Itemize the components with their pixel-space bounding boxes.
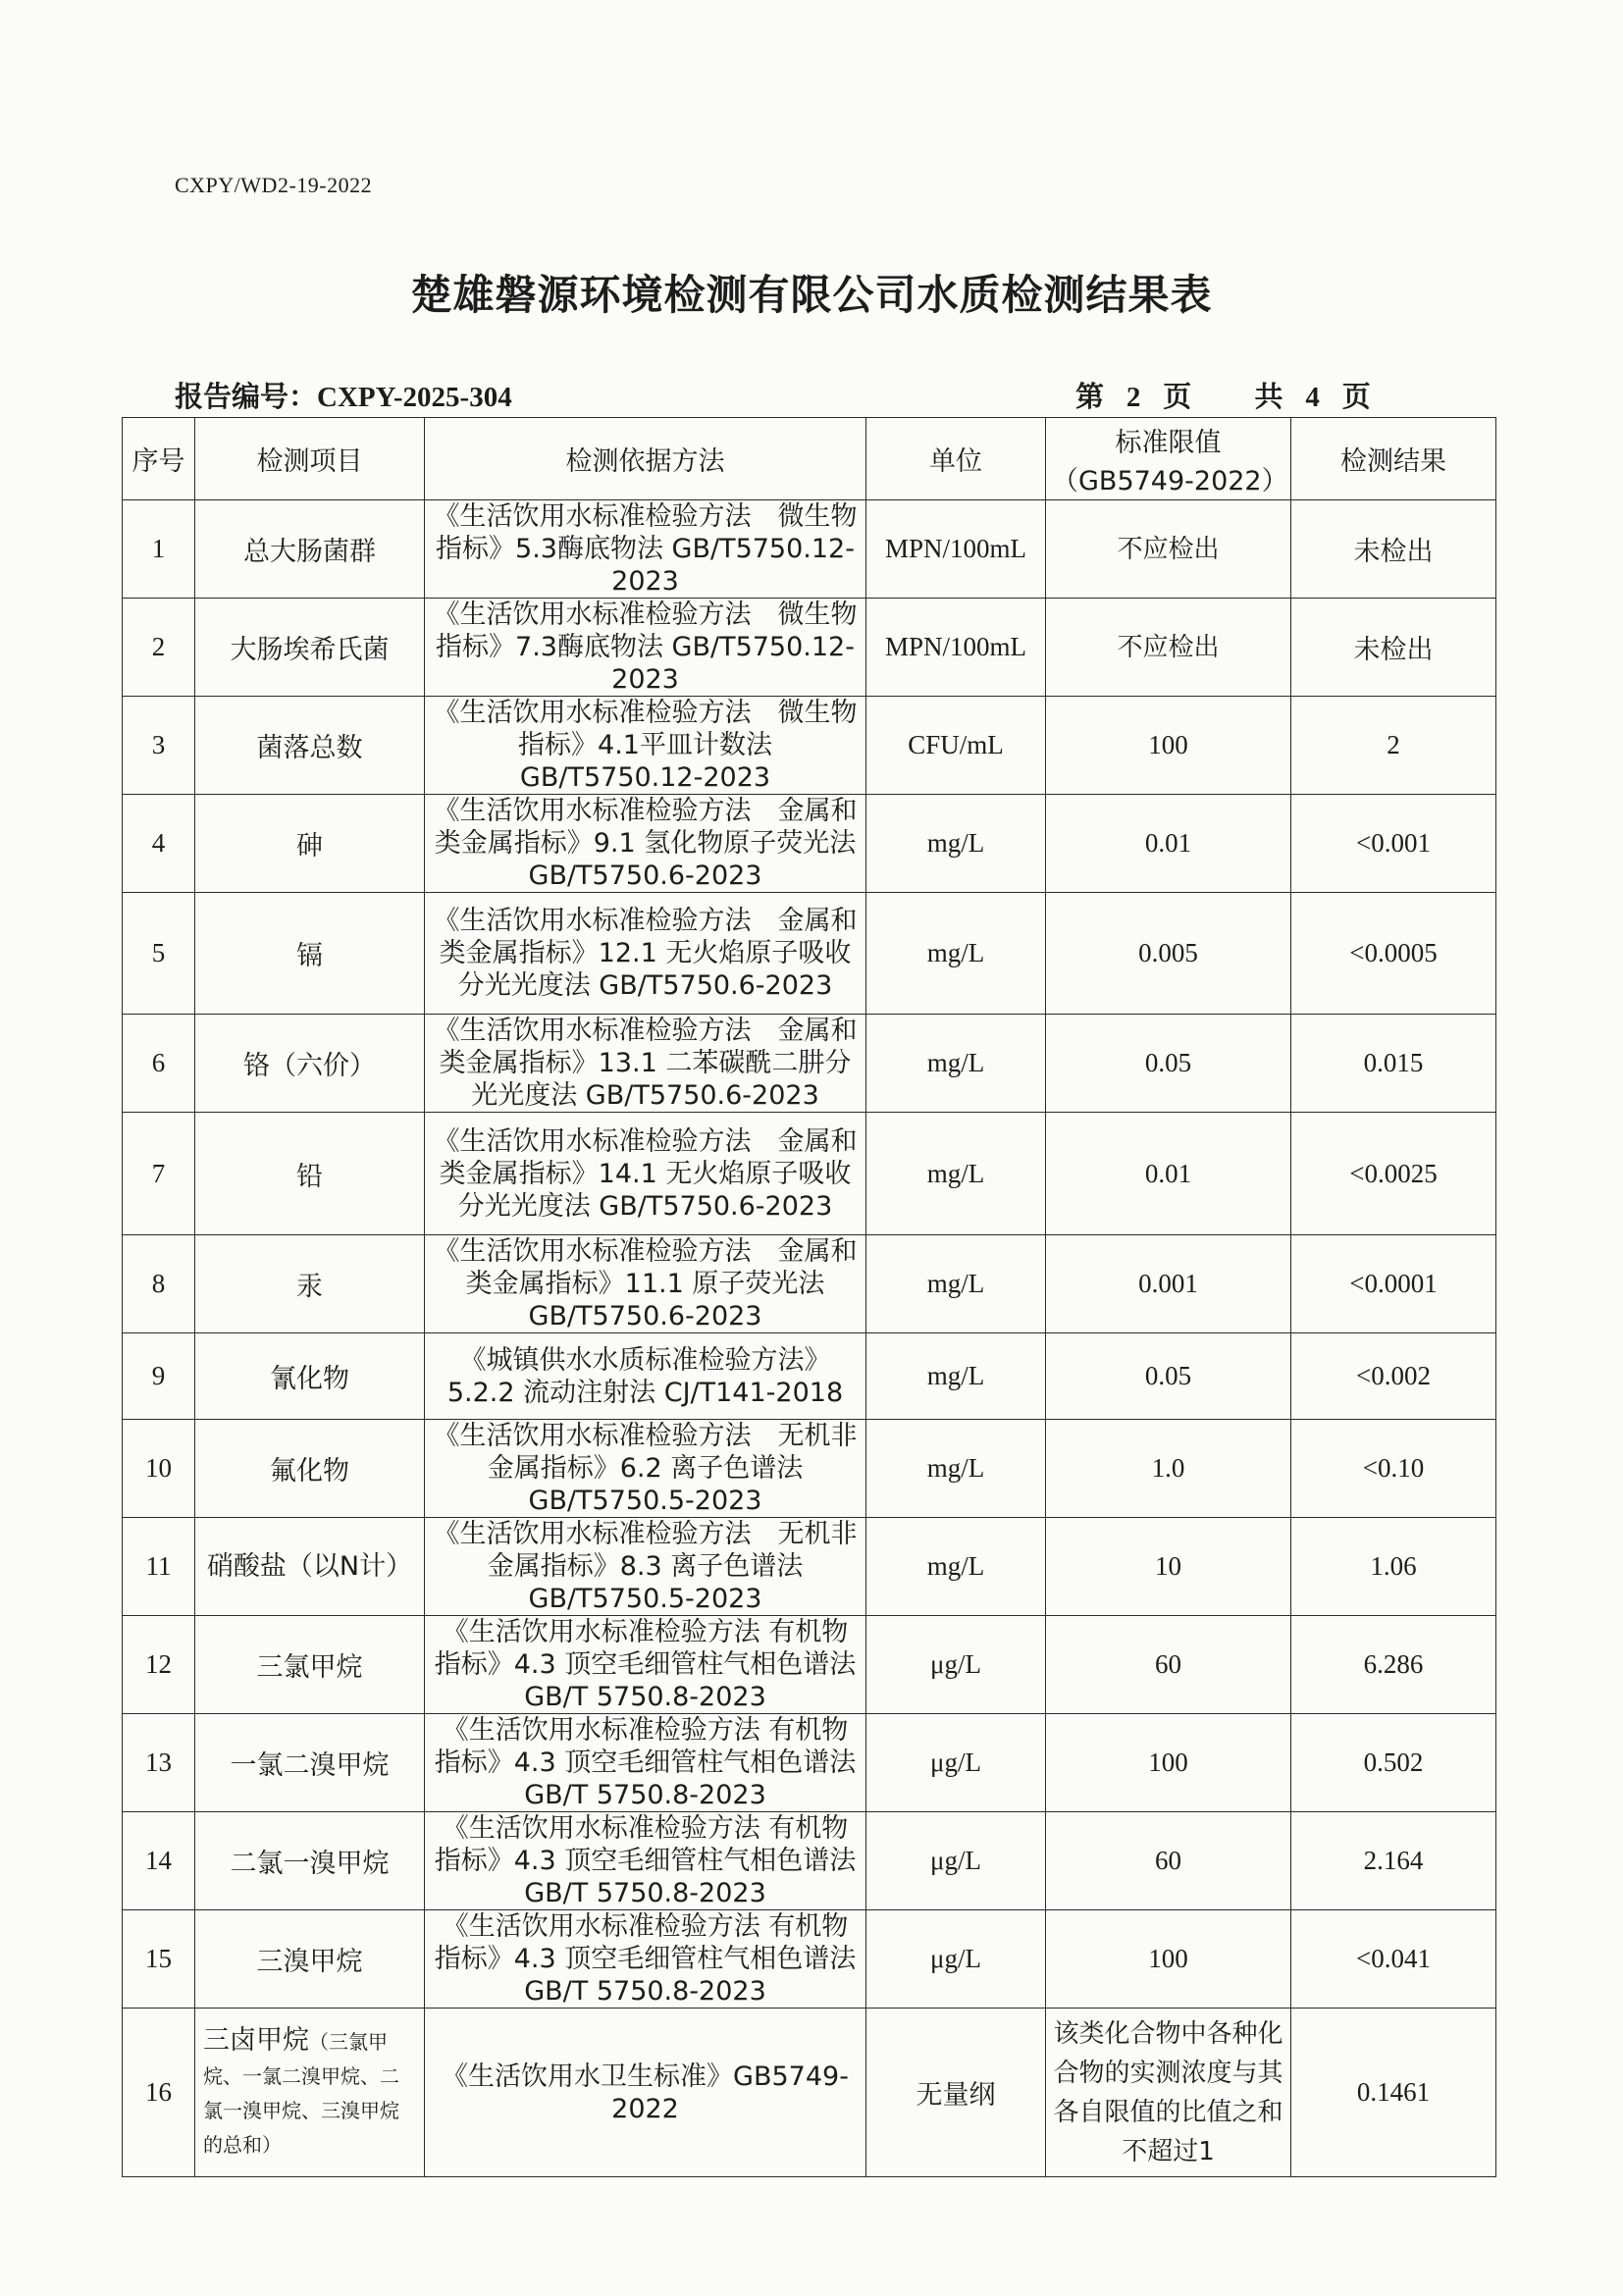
- row-result: 未检出: [1291, 599, 1496, 697]
- page-total: 4: [1305, 382, 1320, 413]
- header-method: 检测依据方法: [425, 418, 866, 500]
- row-result: 1.06: [1291, 1518, 1496, 1616]
- row-result: <0.001: [1291, 795, 1496, 893]
- page-indicator: [1075, 375, 1371, 415]
- table-row: [123, 1333, 1496, 1420]
- row-limit: 0.05: [1046, 1333, 1291, 1420]
- row-method: 《生活饮用水标准检验方法 有机物指标》4.3 顶空毛细管柱气相色谱法 GB/T 5750.8-2023: [425, 1714, 866, 1812]
- row-method: 《生活饮用水标准检验方法 有机物指标》4.3 顶空毛细管柱气相色谱法 GB/T 5750.8-2023: [425, 1910, 866, 2009]
- row-result: 未检出: [1291, 500, 1496, 599]
- row-method: 《城镇供水水质标准检验方法》5.2.2 流动注射法 CJ/T141-2018: [425, 1333, 866, 1420]
- row-item: 铬（六价）: [195, 1015, 425, 1113]
- row-unit: 无量纲: [866, 2009, 1046, 2177]
- table-row: [123, 1812, 1496, 1910]
- row-no: 12: [123, 1616, 195, 1714]
- table-row: [123, 1113, 1496, 1235]
- table-row: [123, 1235, 1496, 1333]
- row-item: 氰化物: [195, 1333, 425, 1420]
- row-result: 6.286: [1291, 1616, 1496, 1714]
- results-table: [122, 417, 1496, 2177]
- row-method: 《生活饮用水标准检验方法 金属和类金属指标》9.1 氢化物原子荧光法 GB/T5750.6-2023: [425, 795, 866, 893]
- row-method: 《生活饮用水标准检验方法 金属和类金属指标》12.1 无火焰原子吸收分光光度法 GB/T5750.6-2023: [425, 893, 866, 1015]
- header-limit: 标准限值（GB5749-2022）: [1046, 418, 1291, 500]
- row-method: 《生活饮用水标准检验方法 微生物指标》7.3酶底物法 GB/T5750.12-2023: [425, 599, 866, 697]
- document-title: 楚雄磐源环境检测有限公司水质检测结果表: [410, 271, 1213, 319]
- row-limit: 100: [1046, 697, 1291, 795]
- table-header-row: [123, 418, 1496, 500]
- row-no: 7: [123, 1113, 195, 1235]
- table-row: [123, 795, 1496, 893]
- row-result: <0.041: [1291, 1910, 1496, 2009]
- row-method: 《生活饮用水标准检验方法 无机非金属指标》6.2 离子色谱法 GB/T5750.5-2023: [425, 1420, 866, 1518]
- table-row: [123, 697, 1496, 795]
- page-word: 页: [1163, 380, 1192, 413]
- row-unit: mg/L: [866, 1518, 1046, 1616]
- row-unit: MPN/100mL: [866, 599, 1046, 697]
- row-limit: 1.0: [1046, 1420, 1291, 1518]
- row-no: 13: [123, 1714, 195, 1812]
- row-unit: mg/L: [866, 795, 1046, 893]
- report-number-label: 报告编号：: [175, 380, 318, 413]
- row-limit: 100: [1046, 1910, 1291, 2009]
- page-prefix: 第: [1075, 380, 1105, 413]
- row-item-compound: [195, 2009, 425, 2177]
- row-method: 《生活饮用水卫生标准》GB5749-2022: [425, 2009, 866, 2177]
- row-result: 0.015: [1291, 1015, 1496, 1113]
- row-no: 9: [123, 1333, 195, 1420]
- table-row: [123, 1518, 1496, 1616]
- header-no: 序号: [123, 418, 195, 500]
- report-number-value: CXPY-2025-304: [317, 382, 512, 413]
- row-unit: μg/L: [866, 1616, 1046, 1714]
- table-row: [123, 1616, 1496, 1714]
- row-method: 《生活饮用水标准检验方法 金属和类金属指标》14.1 无火焰原子吸收分光光度法 GB/T5750.6-2023: [425, 1113, 866, 1235]
- row-item: 总大肠菌群: [195, 500, 425, 599]
- row-limit: 0.05: [1046, 1015, 1291, 1113]
- row-method: 《生活饮用水标准检验方法 有机物指标》4.3 顶空毛细管柱气相色谱法 GB/T 5750.8-2023: [425, 1616, 866, 1714]
- row-item: 三溴甲烷: [195, 1910, 425, 2009]
- row-no: 1: [123, 500, 195, 599]
- row-item: 三氯甲烷: [195, 1616, 425, 1714]
- row-result: 2.164: [1291, 1812, 1496, 1910]
- row-result: <0.0005: [1291, 893, 1496, 1015]
- row-unit: mg/L: [866, 1420, 1046, 1518]
- row-no: 5: [123, 893, 195, 1015]
- row-result: <0.002: [1291, 1333, 1496, 1420]
- row-item: 氟化物: [195, 1420, 425, 1518]
- row-result: <0.0001: [1291, 1235, 1496, 1333]
- row-result: 0.502: [1291, 1714, 1496, 1812]
- row-item: 一氯二溴甲烷: [195, 1714, 425, 1812]
- row-method: 《生活饮用水标准检验方法 微生物指标》4.1平皿计数法 GB/T5750.12-2023: [425, 697, 866, 795]
- row-item: 铅: [195, 1113, 425, 1235]
- row-unit: mg/L: [866, 1113, 1046, 1235]
- row-no: 8: [123, 1235, 195, 1333]
- table-row: [123, 1420, 1496, 1518]
- row-limit: 60: [1046, 1812, 1291, 1910]
- row-result: 0.1461: [1291, 2009, 1496, 2177]
- row-unit: mg/L: [866, 1333, 1046, 1420]
- row-item: 汞: [195, 1235, 425, 1333]
- row-no: 4: [123, 795, 195, 893]
- row-result: <0.10: [1291, 1420, 1496, 1518]
- row-limit: 0.001: [1046, 1235, 1291, 1333]
- row-limit: 不应检出: [1046, 500, 1291, 599]
- row-method: 《生活饮用水标准检验方法 金属和类金属指标》11.1 原子荧光法 GB/T5750.6-2023: [425, 1235, 866, 1333]
- row-item-note: （三氯甲烷、一氯二溴甲烷、二氯一溴甲烷、三溴甲烷的总和）: [203, 2029, 399, 2157]
- header-item: 检测项目: [195, 418, 425, 500]
- row-no: 15: [123, 1910, 195, 2009]
- row-limit: 10: [1046, 1518, 1291, 1616]
- row-limit: 100: [1046, 1714, 1291, 1812]
- header-unit: 单位: [866, 418, 1046, 500]
- row-limit: 0.01: [1046, 795, 1291, 893]
- row-no: 16: [123, 2009, 195, 2177]
- row-unit: CFU/mL: [866, 697, 1046, 795]
- row-limit: 0.01: [1046, 1113, 1291, 1235]
- row-unit: MPN/100mL: [866, 500, 1046, 599]
- row-unit: mg/L: [866, 1235, 1046, 1333]
- row-item: 砷: [195, 795, 425, 893]
- row-unit: μg/L: [866, 1910, 1046, 2009]
- row-unit: μg/L: [866, 1714, 1046, 1812]
- row-method: 《生活饮用水标准检验方法 微生物指标》5.3酶底物法 GB/T5750.12-2023: [425, 500, 866, 599]
- row-unit: mg/L: [866, 1015, 1046, 1113]
- row-limit: 60: [1046, 1616, 1291, 1714]
- page-current: 2: [1126, 382, 1141, 413]
- row-no: 10: [123, 1420, 195, 1518]
- row-no: 14: [123, 1812, 195, 1910]
- row-method: 《生活饮用水标准检验方法 金属和类金属指标》13.1 二苯碳酰二肼分光光度法 GB/T5750.6-2023: [425, 1015, 866, 1113]
- row-item: 大肠埃希氏菌: [195, 599, 425, 697]
- report-number: [175, 375, 512, 415]
- document-code: CXPY/WD2-19-2022: [175, 173, 373, 197]
- row-result: 2: [1291, 697, 1496, 795]
- table-row: [123, 893, 1496, 1015]
- row-method: 《生活饮用水标准检验方法 有机物指标》4.3 顶空毛细管柱气相色谱法 GB/T 5750.8-2023: [425, 1812, 866, 1910]
- row-limit: 不应检出: [1046, 599, 1291, 697]
- page-total-word: 共: [1254, 380, 1283, 413]
- row-item: 菌落总数: [195, 697, 425, 795]
- table-row: [123, 500, 1496, 599]
- row-no: 2: [123, 599, 195, 697]
- row-no: 11: [123, 1518, 195, 1616]
- row-method: 《生活饮用水标准检验方法 无机非金属指标》8.3 离子色谱法 GB/T5750.5-2023: [425, 1518, 866, 1616]
- table-row: [123, 2009, 1496, 2177]
- page-suffix: 页: [1341, 380, 1371, 413]
- table-row: [123, 1714, 1496, 1812]
- row-limit: 0.005: [1046, 893, 1291, 1015]
- row-item: 三卤甲烷: [203, 2024, 309, 2056]
- row-item: 镉: [195, 893, 425, 1015]
- row-unit: mg/L: [866, 893, 1046, 1015]
- table-row: [123, 1015, 1496, 1113]
- table-row: [123, 599, 1496, 697]
- table-row: [123, 1910, 1496, 2009]
- header-result: 检测结果: [1291, 418, 1496, 500]
- row-unit: μg/L: [866, 1812, 1046, 1910]
- row-limit: 该类化合物中各种化合物的实测浓度与其各自限值的比值之和不超过1: [1046, 2009, 1291, 2177]
- row-result: <0.0025: [1291, 1113, 1496, 1235]
- row-no: 6: [123, 1015, 195, 1113]
- row-item: 二氯一溴甲烷: [195, 1812, 425, 1910]
- row-no: 3: [123, 697, 195, 795]
- row-item: 硝酸盐（以N计）: [195, 1518, 425, 1616]
